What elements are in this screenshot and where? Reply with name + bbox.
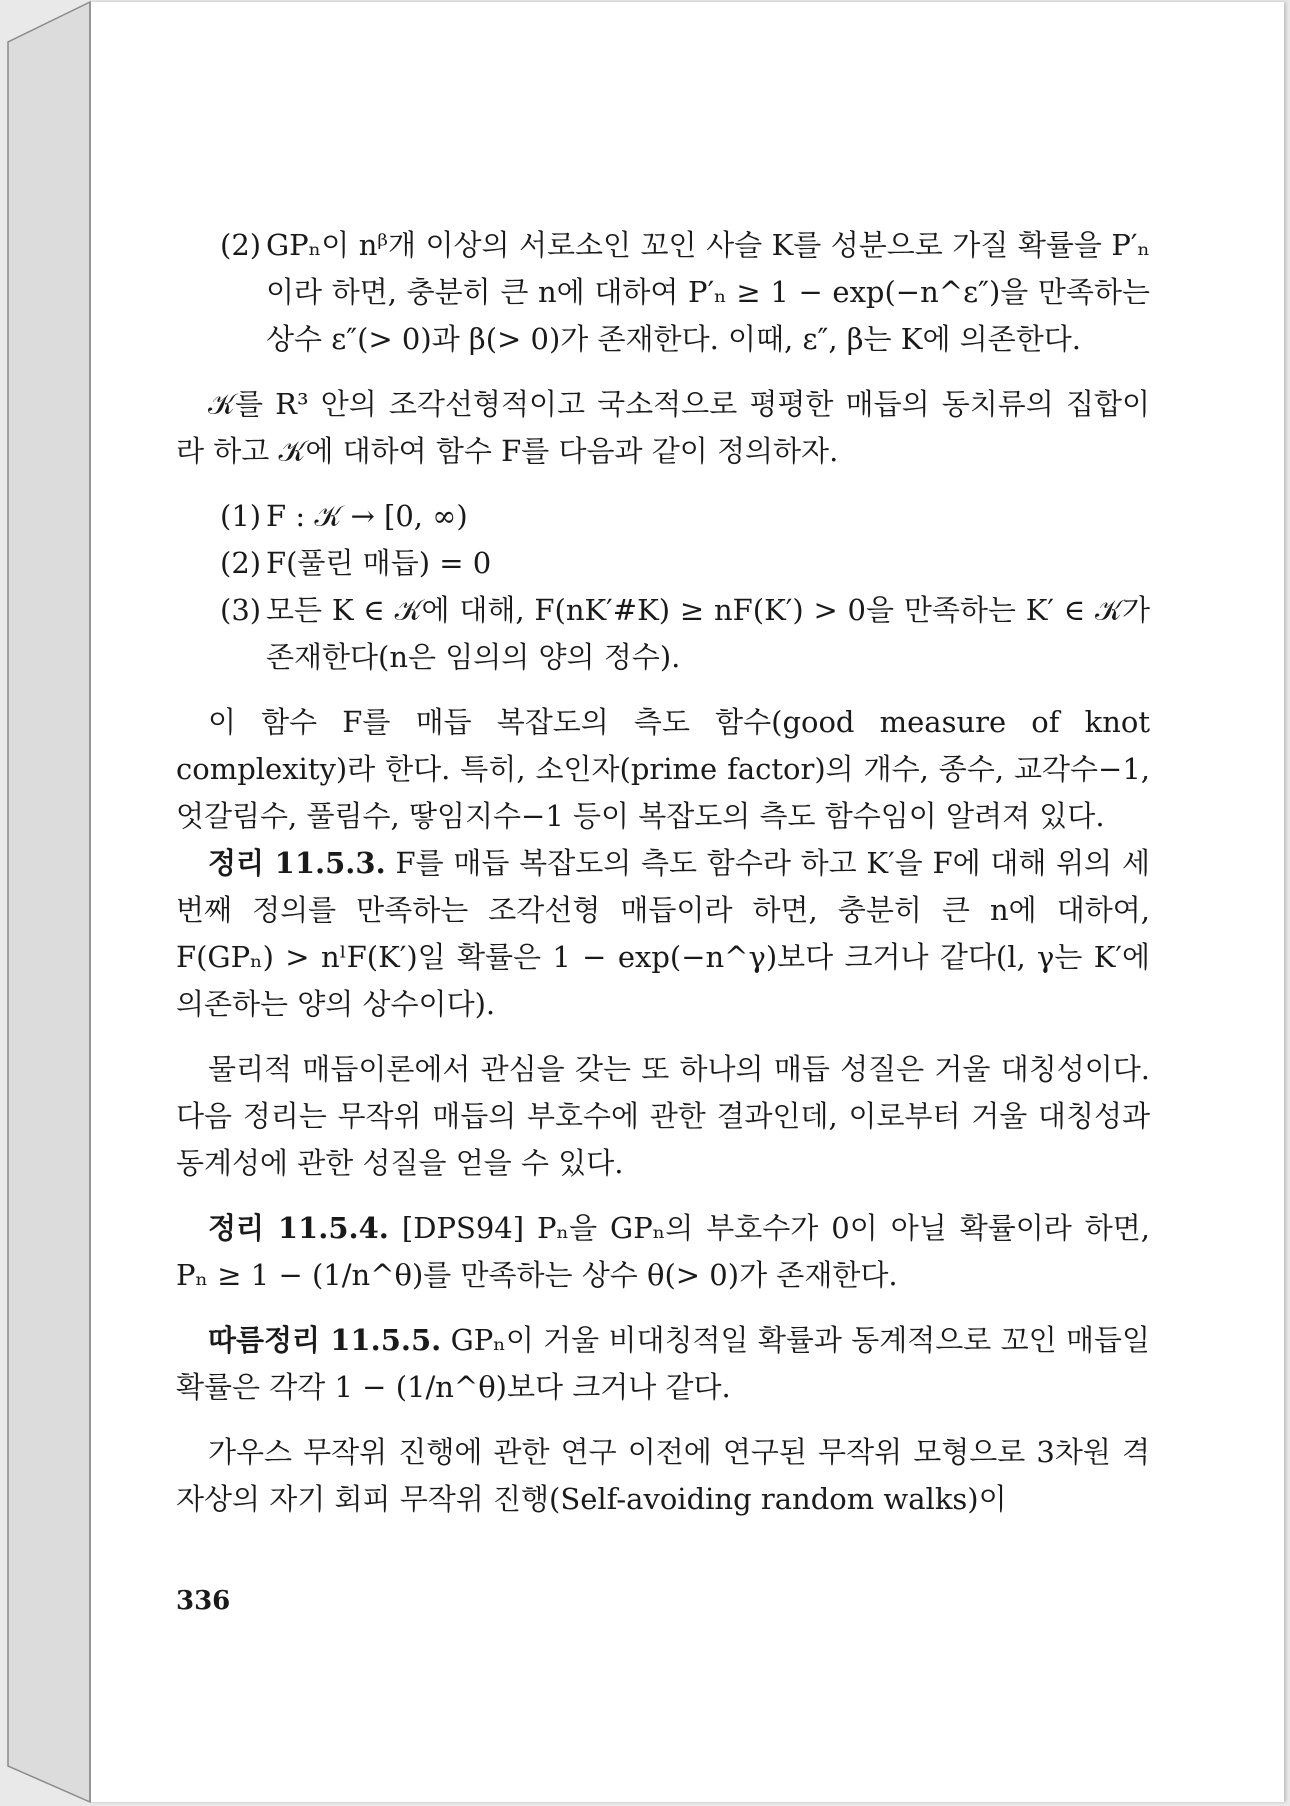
theorem-label: 정리 11.5.3. [208, 846, 386, 880]
list-number: (3) [220, 593, 262, 627]
theorem-label: 정리 11.5.4. [208, 1211, 389, 1245]
list-item [220, 493, 1150, 540]
list-number: (2) [220, 546, 262, 580]
page-body [176, 222, 1150, 1523]
definition-list [176, 493, 1150, 681]
corollary-label: 따름정리 11.5.5. [208, 1323, 442, 1357]
list-number: (2) [220, 228, 262, 262]
theorem [176, 1205, 1150, 1299]
theorem-text: F를 매듭 복잡도의 측도 함수라 하고 K′을 F에 대해 위의 세번째 정의를 만족하는 조각선형 매듭이라 하면, 충분히 큰 n에 대하여, F(GPₙ) > nˡF(K′)일 확률은 1 − exp(−n^γ)보다 크거나 같다(l, γ는 K′에 의존하는 양의 상수이다). [176, 846, 1150, 1021]
list-text: GPₙ이 nᵝ개 이상의 서로소인 꼬인 사슬 K를 성분으로 가질 확률을 P′ₙ이라 하면, 충분히 큰 n에 대하여 P′ₙ ≥ 1 − exp(−n^ε″)을 만족하는 상수 ε″(> 0)과 β(> 0)가 존재한다. 이때, ε″, β는 K에 의존한다. [266, 228, 1150, 356]
list-item [220, 222, 1150, 363]
paragraph: 이 함수 F를 매듭 복잡도의 측도 함수(good measure of knot complexity)라 한다. 특히, 소인자(prime factor)의 개수, 종수, 교각수−1, 엇갈림수, 풀림수, 땋임지수−1 등이 복잡도의 측도 함수임이 알려져 있다. [176, 705, 1150, 833]
list-item [220, 540, 1150, 587]
paragraph: 가우스 무작위 진행에 관한 연구 이전에 연구된 무작위 모형으로 3차원 격자상의 자기 회피 무작위 진행(Self-avoiding random walks)이 [176, 1435, 1150, 1516]
list-text: 모든 K ∈ 𝒦에 대해, F(nK′#K) ≥ nF(K′) > 0을 만족하는 K′ ∈ 𝒦가 존재한다(n은 임의의 양의 정수). [266, 593, 1150, 674]
list-text: F(풀린 매듭) = 0 [266, 546, 492, 580]
book-spine [0, 0, 92, 1806]
theorem [176, 840, 1150, 1028]
corollary-text: GPₙ이 거울 비대칭적일 확률과 동계적으로 꼬인 매듭일 확률은 각각 1 − (1/n^θ)보다 크거나 같다. [176, 1323, 1151, 1404]
theorem-text: [DPS94] Pₙ을 GPₙ의 부호수가 0이 아닐 확률이라 하면, Pₙ ≥ 1 − (1/n^θ)를 만족하는 상수 θ(> 0)가 존재한다. [176, 1211, 1150, 1292]
list-item [220, 587, 1150, 681]
page-number: 336 [176, 1586, 231, 1616]
corollary [176, 1317, 1150, 1411]
list-number: (1) [220, 499, 262, 533]
paragraph: 𝒦를 R³ 안의 조각선형적이고 국소적으로 평평한 매듭의 동치류의 집합이라 하고 𝒦에 대하여 함수 F를 다음과 같이 정의하자. [176, 387, 1150, 468]
list-text: F : 𝒦 → [0, ∞) [266, 499, 468, 533]
paragraph: 물리적 매듭이론에서 관심을 갖는 또 하나의 매듭 성질은 거울 대칭성이다. 다음 정리는 무작위 매듭의 부호수에 관한 결과인데, 이로부터 거울 대칭성과 동계성에 관한 성질을 얻을 수 있다. [176, 1052, 1150, 1180]
